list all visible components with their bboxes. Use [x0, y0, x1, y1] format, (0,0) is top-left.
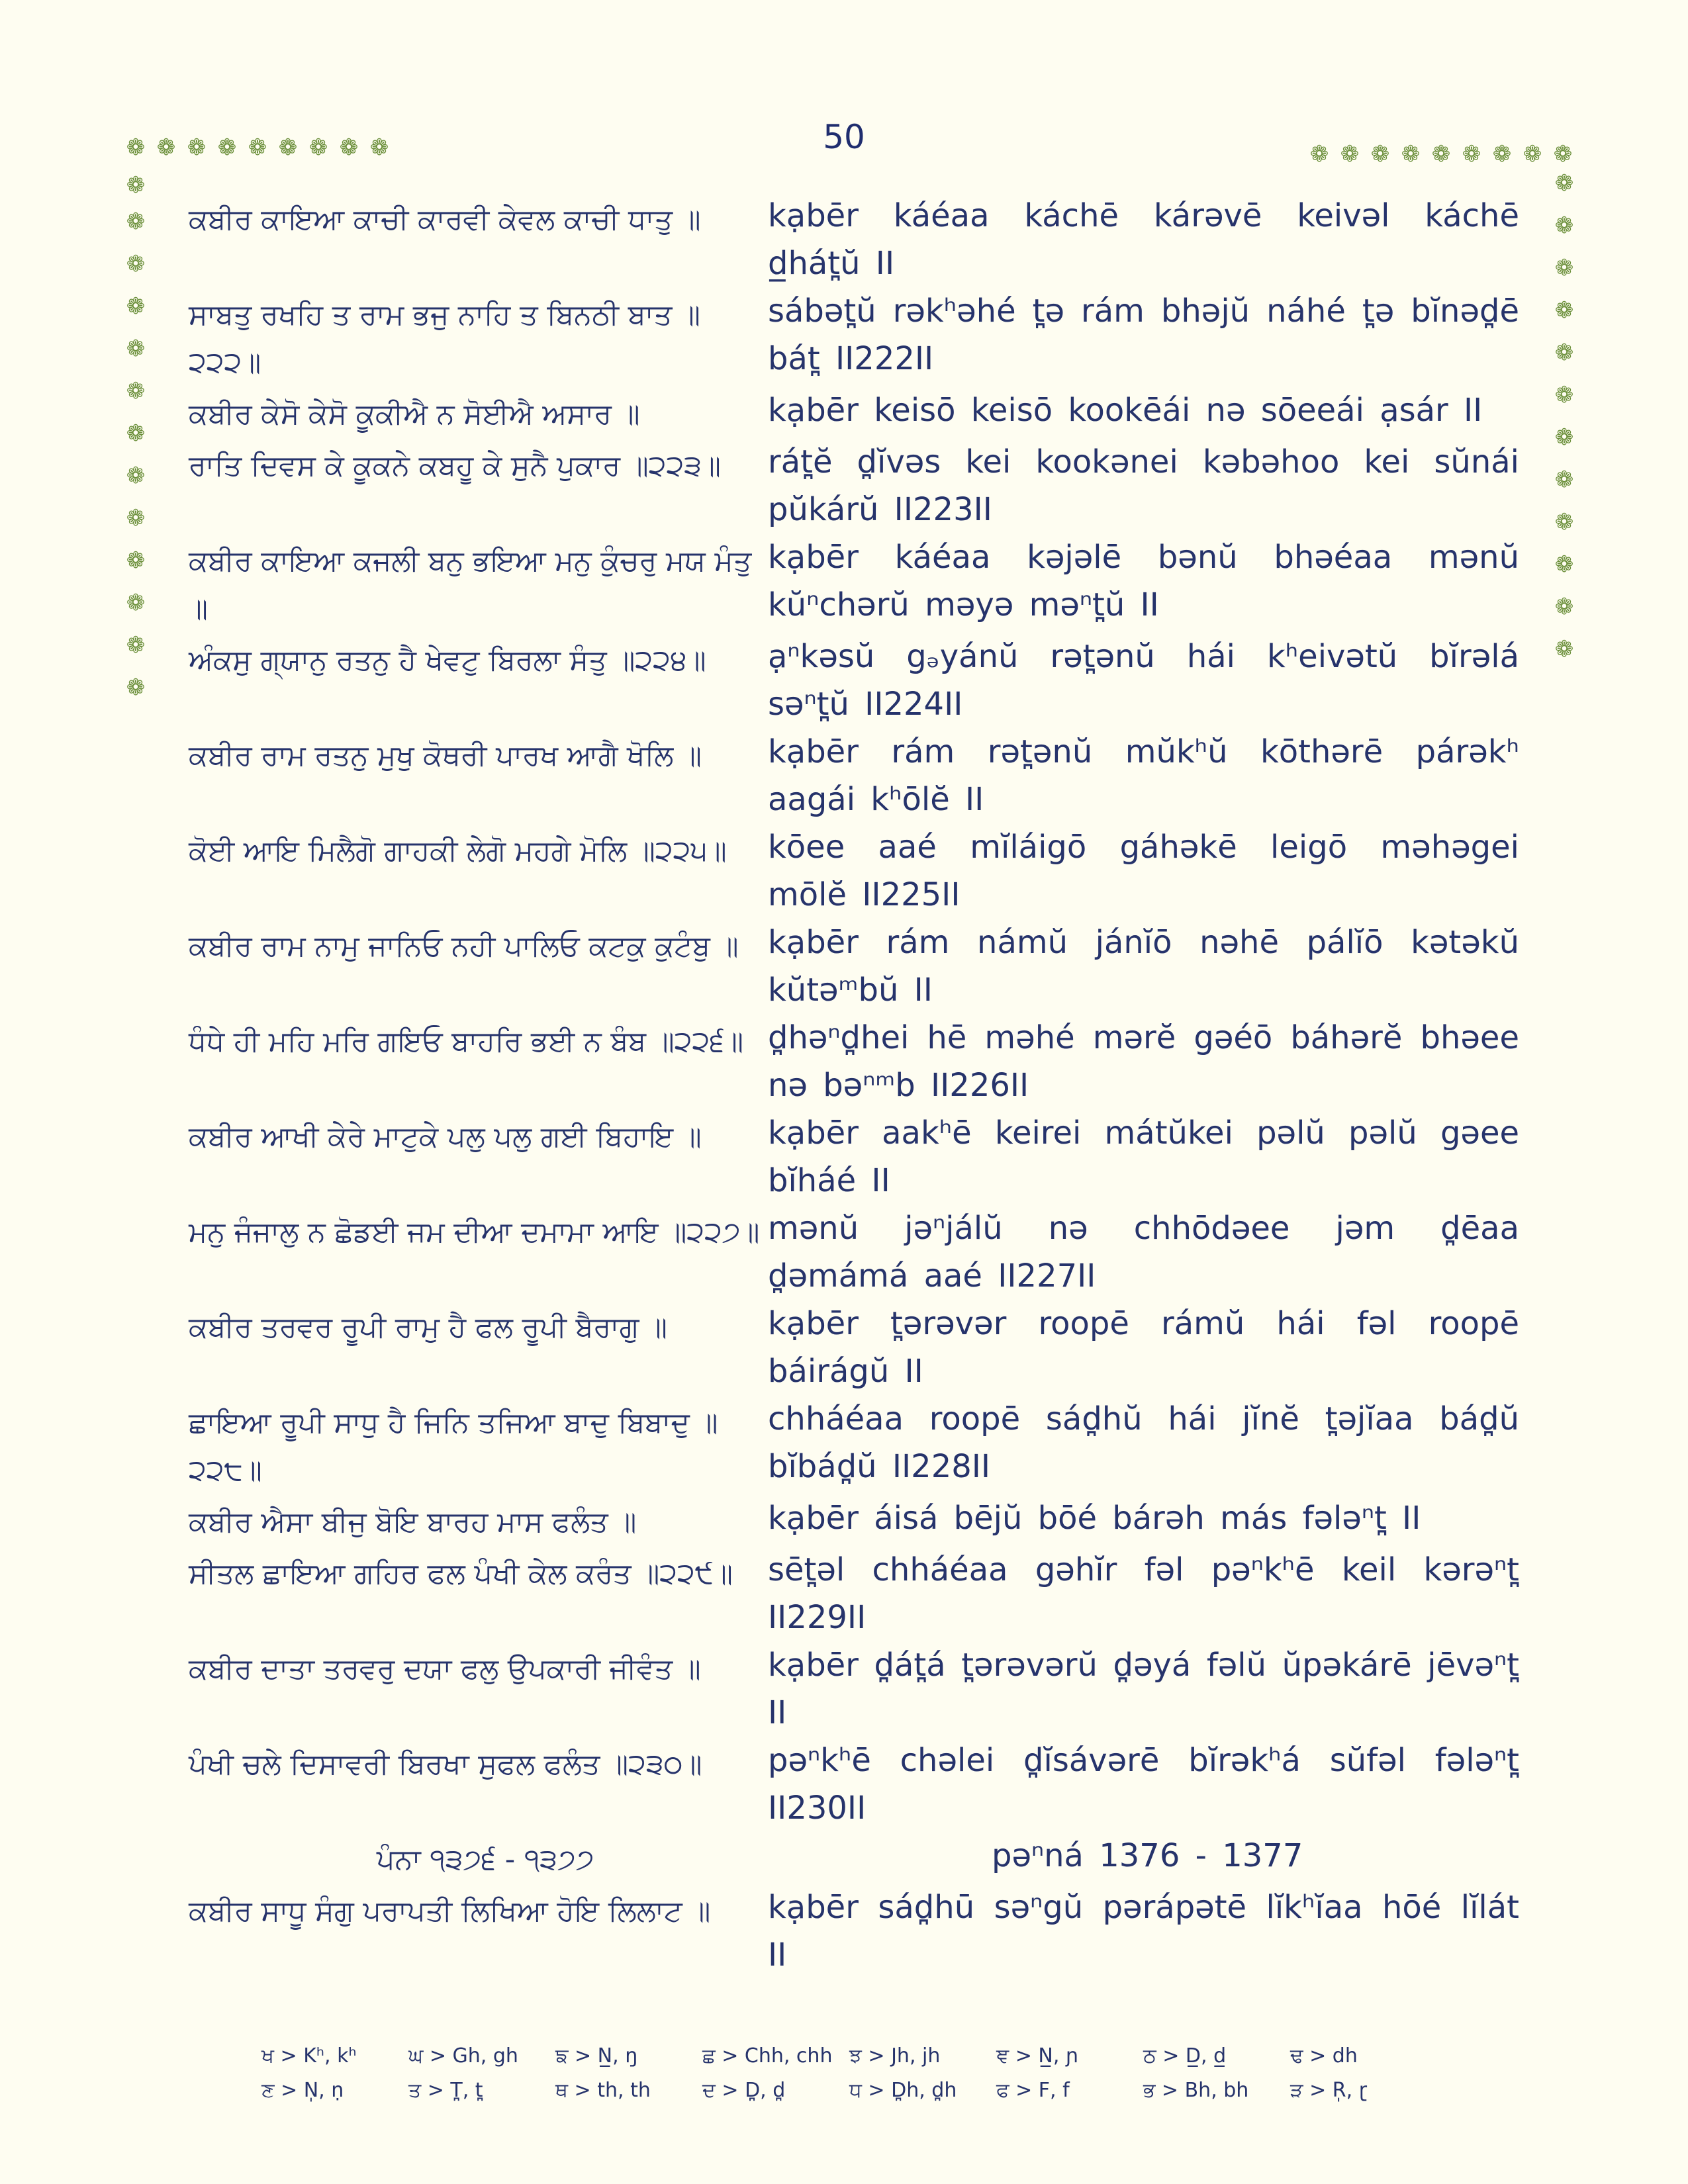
flower-ornament-icon: ❁	[1554, 594, 1574, 620]
flower-ornament-icon: ❁	[1554, 255, 1574, 281]
flower-ornament-icon: ❁	[126, 251, 146, 277]
verse-row	[189, 1205, 1519, 1300]
gurmukhi-line: ਧੰਧੇ ਹੀ ਮਹਿ ਮਰਿ ਗਇਓ ਬਾਹਰਿ ਭਈ ਨ ਬੰਬ ॥੨੨੬॥	[189, 1025, 744, 1058]
transliteration-line: d̪həⁿd̪hei hē məhé mərĕ gəéō báhərĕ bhəee nə bəⁿᵐb II226II	[768, 1019, 1519, 1104]
verse-list	[189, 192, 1519, 1979]
flower-ornament-icon: ❁	[1462, 141, 1481, 167]
legend-item: ਦ > D̪, d̪	[702, 2078, 786, 2102]
flower-ornament-icon: ❁	[1554, 340, 1574, 366]
page-reference-gurmukhi: ਪੰਨਾ ੧੩੭੬ - ੧੩੭੭	[376, 1843, 594, 1876]
flower-ornament-icon: ❁	[126, 547, 146, 574]
flower-ornament-icon: ❁	[308, 134, 328, 161]
flower-ornament-icon: ❁	[126, 505, 146, 531]
flower-ornament-icon: ❁	[1370, 141, 1390, 167]
transliteration-line: pəⁿkʰē chəlei d̪ĭsávərē bĭrəkʰá sŭfəl fələⁿt̪ II230II	[768, 1742, 1519, 1827]
legend-item: ਖ > Kʰ, kʰ	[261, 2044, 357, 2068]
transliteration-line: sábət̪ŭ rəkʰəhé t̪ə rám bhəjŭ náhé t̪ə bĭnəd̪ē bát̪ II222II	[768, 293, 1519, 377]
transliteration-line: kạbēr d̪át̪á t̪ərəvərŭ d̪əyá fəlŭ ŭpəkárē jēvəⁿt̪ II	[768, 1647, 1519, 1731]
gurmukhi-line: ਕਬੀਰ ਕਾਇਆ ਕਾਚੀ ਕਾਰਵੀ ਕੇਵਲ ਕਾਚੀ ਧਾਤੁ ॥	[189, 203, 701, 236]
verse-row	[189, 1494, 1519, 1546]
gurmukhi-line: ਰਾਤਿ ਦਿਵਸ ਕੇ ਕੂਕਨੇ ਕਬਹੂ ਕੇ ਸੁਨੈ ਪੁਕਾਰ ॥੨੨੩॥	[189, 449, 722, 482]
gurmukhi-line: ਕਬੀਰ ਤਰਵਰ ਰੂਪੀ ਰਾਮੁ ਹੈ ਫਲ ਰੂਪੀ ਬੈਰਾਗੁ ॥	[189, 1311, 668, 1344]
legend-item: ਥ > th, th	[555, 2078, 651, 2102]
verse-row	[189, 1300, 1519, 1395]
transliteration-line: kạbēr káéaa kəjəlē bənŭ bhəéaa mənŭ kŭⁿchərŭ məyə məⁿt̪ŭ II	[768, 539, 1519, 623]
verse-row	[189, 287, 1519, 387]
legend-item: ੜ > R̩, ɽ	[1290, 2078, 1368, 2102]
verse-row	[189, 728, 1519, 823]
legend-item: ਛ > Chh, chh	[702, 2044, 833, 2068]
verse-row	[189, 533, 1519, 633]
page-reference	[189, 1832, 1519, 1884]
transliteration-line: kạbēr káéaa káchē kárəvē keivəl káchē d̲hát̪ŭ II	[768, 197, 1519, 282]
gurmukhi-line: ਕਬੀਰ ਰਾਮ ਨਾਮੁ ਜਾਨਿਓ ਨਹੀ ਪਾਲਿਓ ਕਟਕੁ ਕੁਟੰਬੁ ॥	[189, 930, 739, 963]
page-reference-translit: pəⁿná 1376 - 1377	[991, 1837, 1303, 1874]
flower-ornament-icon: ❁	[339, 134, 359, 161]
gurmukhi-line: ਛਾਇਆ ਰੂਪੀ ਸਾਧੁ ਹੈ ਜਿਨਿ ਤਜਿਆ ਬਾਦੁ ਬਿਬਾਦੁ ॥੨੨੮॥	[189, 1406, 718, 1487]
verse-row	[189, 1014, 1519, 1109]
legend-item: ਣ > N̩, ṇ	[261, 2078, 344, 2102]
flower-ornament-icon: ❁	[1554, 212, 1574, 239]
transliteration-line: chháéaa roopē sád̪hŭ hái jĭnĕ t̪əjĭaa bád̪ŭ bĭbád̪ŭ II228II	[768, 1400, 1519, 1485]
verse-row	[189, 438, 1519, 533]
legend-item: ਫ > F, f	[996, 2078, 1070, 2102]
legend-item: ਤ > T̪, t̪	[408, 2078, 483, 2102]
transliteration-line: mənŭ jəⁿjálŭ nə chhōdəee jəm d̪ēaa d̪əmámá aaé II227II	[768, 1210, 1519, 1295]
gurmukhi-line: ਕਬੀਰ ਕਾਇਆ ਕਜਲੀ ਬਨੁ ਭਇਆ ਮਨੁ ਕੁੰਚਰੁ ਮਯ ਮੰਤੁ ॥	[189, 545, 752, 625]
flower-ornament-icon: ❁	[217, 134, 237, 161]
gurmukhi-line: ਕਬੀਰ ਐਸਾ ਬੀਜੁ ਬੋਇ ਬਾਰਹ ਮਾਸ ਫਲੰਤ ॥	[189, 1506, 637, 1539]
verse-row	[189, 387, 1519, 438]
legend-item: ਙ > N̲, ŋ	[555, 2044, 638, 2068]
verse-row	[189, 1109, 1519, 1205]
transliteration-line: kạbēr t̪ərəvər roopē rámŭ hái fəl roopē báirágŭ II	[768, 1305, 1519, 1390]
flower-ornament-icon: ❁	[248, 134, 267, 161]
flower-ornament-icon: ❁	[1554, 424, 1574, 451]
gurmukhi-line: ਸਾਬਤੁ ਰਖਹਿ ਤ ਰਾਮ ਭਜੁ ਨਾਹਿ ਤ ਬਿਨਠੀ ਬਾਤ ॥੨੨੨॥	[189, 298, 701, 379]
flower-ornament-icon: ❁	[1309, 141, 1329, 167]
flower-ornament-icon: ❁	[1554, 636, 1574, 662]
flower-ornament-icon: ❁	[278, 134, 298, 161]
flower-ornament-icon: ❁	[1523, 141, 1542, 167]
flower-ornament-icon: ❁	[1492, 141, 1512, 167]
flower-ornament-icon: ❁	[126, 590, 146, 616]
transliteration-line: kạbēr sád̪hū səⁿgŭ pərápətē lĭkʰĭaa hōé lĭlát II	[768, 1889, 1519, 1974]
flower-ornament-icon: ❁	[369, 134, 389, 161]
gurmukhi-line: ਮਨੁ ਜੰਜਾਲੁ ਨ ਛੋਡਈ ਜਮ ਦੀਆ ਦਮਾਮਾ ਆਇ ॥੨੨੭॥	[189, 1216, 760, 1249]
verse-row	[189, 1546, 1519, 1641]
legend-item: ਘ > Gh, gh	[408, 2044, 518, 2068]
gurmukhi-line: ਕਬੀਰ ਸਾਧੂ ਸੰਗੁ ਪਰਾਪਤੀ ਲਿਖਿਆ ਹੋਇ ਲਿਲਾਟ ॥	[189, 1895, 711, 1928]
legend-item: ਝ > Jh, jh	[849, 2044, 941, 2068]
page-number: 50	[823, 118, 865, 156]
transliteration-line: kạbēr rám námŭ jánĭō nəhē pálĭō kətəkŭ kŭtəᵐbŭ II	[768, 924, 1519, 1009]
transliteration-line: kạbēr keisō keisō kookēái nə sōeeái ạsár II	[768, 392, 1483, 429]
legend-item: ਭ > Bh, bh	[1143, 2078, 1249, 2102]
gurmukhi-line: ਕਬੀਰ ਕੇਸੋ ਕੇਸੋ ਕੂਕੀਐ ਨ ਸੋਈਐ ਅਸਾਰ ॥	[189, 398, 640, 431]
legend-item: ਠ > D̲, d̲	[1143, 2044, 1227, 2068]
transliteration-line: kạbēr áisá bējŭ bōé bárəh más fələⁿt̪ II	[768, 1500, 1421, 1537]
transliteration-line: ạⁿkəsŭ gₔyánŭ rət̪ənŭ hái kʰeivətŭ bĭrəlá səⁿt̪ŭ II224II	[768, 638, 1519, 723]
verse-row	[189, 1641, 1519, 1737]
transliteration-line: kạbēr rám rət̪ənŭ mŭkʰŭ kōthərē párəkʰ aagái kʰōlĕ II	[768, 733, 1519, 818]
transliteration-line: kạbēr aakʰē keirei mátŭkei pəlŭ pəlŭ gəee bĭháé II	[768, 1115, 1519, 1199]
flower-ornament-icon: ❁	[126, 336, 146, 362]
gurmukhi-line: ਕੋਈ ਆਇ ਮਿਲੈਗੋ ਗਾਹਕੀ ਲੇਗੋ ਮਹਗੇ ਮੋਲਿ ॥੨੨੫॥	[189, 835, 727, 868]
flower-ornament-icon: ❁	[126, 134, 146, 161]
flower-ornament-icon: ❁	[156, 134, 176, 161]
gurmukhi-line: ਸੀਤਲ ਛਾਇਆ ਗਹਿਰ ਫਲ ਪੰਖੀ ਕੇਲ ਕਰੰਤ ॥੨੨੯॥	[189, 1557, 733, 1590]
gurmukhi-line: ਕਬੀਰ ਰਾਮ ਰਤਨੁ ਮੁਖੁ ਕੋਥਰੀ ਪਾਰਖ ਆਗੈ ਖੋਲਿ ॥	[189, 739, 702, 772]
flower-ornament-icon: ❁	[126, 293, 146, 320]
flower-ornament-icon: ❁	[126, 632, 146, 659]
verse-row	[189, 823, 1519, 919]
flower-ornament-icon: ❁	[1554, 170, 1574, 197]
transliteration-line: sēt̪əl chháéaa gəhĭr fəl pəⁿkʰē keil kərəⁿt̪ II229II	[768, 1551, 1519, 1636]
legend-row	[261, 2073, 1453, 2107]
verse-row	[189, 1884, 1519, 1979]
flower-ornament-icon: ❁	[1554, 467, 1574, 493]
flower-ornament-icon: ❁	[126, 420, 146, 447]
legend-item: ਞ > N̲, ɲ	[996, 2044, 1079, 2068]
legend-item: ਢ > dh	[1290, 2044, 1358, 2068]
transliteration-line: rát̪ĕ d̪ĭvəs kei kookənei kəbəhoo kei sŭnái pŭkárŭ II223II	[768, 443, 1519, 528]
transliteration-line: kōee aaé mĭláigō gáhəkē leigō məhəgei mōlĕ II225II	[768, 829, 1519, 913]
flower-ornament-icon: ❁	[1340, 141, 1360, 167]
verse-row	[189, 919, 1519, 1014]
flower-ornament-icon: ❁	[1554, 297, 1574, 324]
flower-ornament-icon: ❁	[1401, 141, 1421, 167]
gurmukhi-line: ਕਬੀਰ ਦਾਤਾ ਤਰਵਰੁ ਦਯਾ ਫਲੁ ਉਪਕਾਰੀ ਜੀਵੰਤ ॥	[189, 1653, 701, 1686]
gurmukhi-line: ਪੰਖੀ ਚਲੇ ਦਿਸਾਵਰੀ ਬਿਰਖਾ ਸੁਫਲ ਫਲੰਤ ॥੨੩੦॥	[189, 1748, 702, 1781]
flower-ornament-icon: ❁	[187, 134, 207, 161]
flower-ornament-icon: ❁	[1554, 551, 1574, 578]
verse-row	[189, 192, 1519, 287]
gurmukhi-line: ਅੰਕਸੁ ਗ੍ਯਾਨੁ ਰਤਨੁ ਹੈ ਖੇਵਟੁ ਬਿਰਲਾ ਸੰਤੁ ॥੨੨੪॥	[189, 644, 706, 677]
flower-ornament-icon: ❁	[1554, 509, 1574, 535]
flower-ornament-icon: ❁	[126, 463, 146, 489]
legend-row	[261, 2038, 1453, 2073]
flower-ornament-icon: ❁	[1431, 141, 1451, 167]
flower-ornament-icon: ❁	[1554, 382, 1574, 408]
flower-ornament-icon: ❁	[126, 674, 146, 701]
flower-ornament-icon: ❁	[126, 378, 146, 404]
transliteration-legend	[261, 2038, 1453, 2107]
verse-row	[189, 633, 1519, 728]
flower-ornament-icon: ❁	[126, 172, 146, 199]
legend-item: ਧ > D̪h, d̪h	[849, 2078, 957, 2102]
verse-row	[189, 1737, 1519, 1832]
flower-ornament-icon: ❁	[126, 208, 146, 235]
flower-ornament-icon: ❁	[1553, 141, 1573, 167]
verse-row	[189, 1395, 1519, 1494]
gurmukhi-line: ਕਬੀਰ ਆਖੀ ਕੇਰੇ ਮਾਟੁਕੇ ਪਲੁ ਪਲੁ ਗਈ ਬਿਹਾਇ ॥	[189, 1120, 702, 1154]
